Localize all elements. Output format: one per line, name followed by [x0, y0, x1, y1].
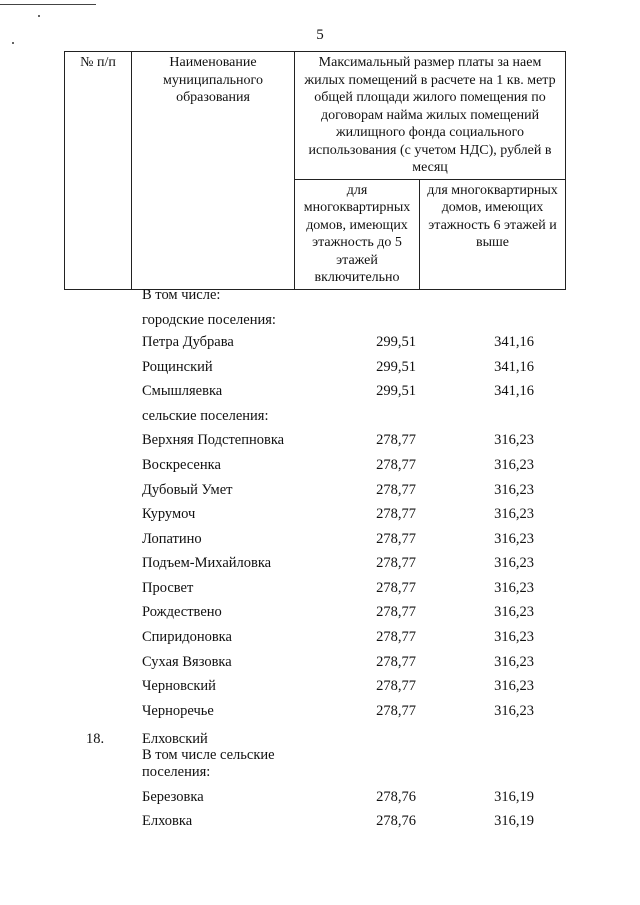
- value-up-to-5-floors: 278,77: [376, 703, 416, 719]
- row-name: Просвет: [142, 580, 194, 596]
- value-6-floors-and-above: 316,23: [494, 654, 534, 670]
- row-name: Подъем-Михайловка: [142, 555, 272, 571]
- value-up-to-5-floors: 278,77: [376, 629, 416, 645]
- table-header: [64, 51, 566, 290]
- row-name: Березовка: [142, 789, 204, 805]
- value-6-floors-and-above: 316,23: [494, 629, 534, 645]
- table-row: [0, 331, 640, 353]
- row-name: В том числе:: [142, 287, 221, 303]
- header-municipality: Наименование муниципального образования: [132, 52, 295, 290]
- value-up-to-5-floors: 278,77: [376, 580, 416, 596]
- table-row: [0, 454, 640, 476]
- value-6-floors-and-above: 316,19: [494, 789, 534, 805]
- row-name: Рождествено: [142, 604, 222, 620]
- table-row: [0, 405, 640, 427]
- row-name: Черновский: [142, 678, 216, 694]
- value-6-floors-and-above: 341,16: [494, 359, 534, 375]
- value-6-floors-and-above: 341,16: [494, 383, 534, 399]
- subheading-rural-settlements: В том числе сельские поселения:: [142, 747, 275, 780]
- scan-speck: [38, 15, 40, 17]
- header-6-floors-and-above: для многоквартирных домов, имеющих этажность 6 этажей и выше: [420, 179, 566, 289]
- value-up-to-5-floors: 278,77: [376, 506, 416, 522]
- row-name: Курумоч: [142, 506, 196, 522]
- value-up-to-5-floors: 278,77: [376, 604, 416, 620]
- value-6-floors-and-above: 316,23: [494, 432, 534, 448]
- value-6-floors-and-above: 316,19: [494, 813, 534, 829]
- value-6-floors-and-above: 316,23: [494, 703, 534, 719]
- table-row: [0, 429, 640, 451]
- row-name: городские поселения:: [142, 312, 276, 328]
- value-6-floors-and-above: 316,23: [494, 678, 534, 694]
- table-row: [0, 528, 640, 550]
- value-up-to-5-floors: 278,77: [376, 457, 416, 473]
- value-6-floors-and-above: 316,23: [494, 555, 534, 571]
- value-6-floors-and-above: 316,23: [494, 531, 534, 547]
- table-row: [0, 309, 640, 331]
- value-6-floors-and-above: 316,23: [494, 506, 534, 522]
- row-name: Елховский: [142, 731, 208, 747]
- row-name: Лопатино: [142, 531, 202, 547]
- table-row: [0, 700, 640, 722]
- table-row: [0, 552, 640, 574]
- row-name: Сухая Вязовка: [142, 654, 232, 670]
- table-row: [0, 479, 640, 501]
- value-6-floors-and-above: 316,23: [494, 604, 534, 620]
- row-name: Петра Дубрава: [142, 334, 234, 350]
- value-up-to-5-floors: 278,77: [376, 654, 416, 670]
- value-up-to-5-floors: 278,77: [376, 531, 416, 547]
- value-up-to-5-floors: 278,76: [376, 813, 416, 829]
- table-row: [0, 284, 640, 306]
- value-up-to-5-floors: 299,51: [376, 334, 416, 350]
- table-row: [0, 810, 640, 832]
- row-name: Воскресенка: [142, 457, 221, 473]
- page-number: 5: [316, 27, 324, 43]
- row-name: Дубовый Умет: [142, 482, 233, 498]
- table-row: [0, 651, 640, 673]
- value-up-to-5-floors: 278,77: [376, 555, 416, 571]
- table-row: [0, 626, 640, 648]
- value-up-to-5-floors: 278,77: [376, 482, 416, 498]
- header-up-to-5-floors: для многоквартирных домов, имеющих этажность до 5 этажей включительно: [295, 179, 420, 289]
- value-6-floors-and-above: 316,23: [494, 482, 534, 498]
- value-up-to-5-floors: 299,51: [376, 359, 416, 375]
- table-row: [0, 675, 640, 697]
- table-row: [0, 601, 640, 623]
- table-row: [0, 503, 640, 525]
- header-number: № п/п: [65, 52, 132, 290]
- value-6-floors-and-above: 316,23: [494, 580, 534, 596]
- row-name: Спиридоновка: [142, 629, 232, 645]
- value-up-to-5-floors: 278,77: [376, 432, 416, 448]
- value-6-floors-and-above: 316,23: [494, 457, 534, 473]
- table-row: [0, 728, 640, 750]
- header-max-fee: Максимальный размер платы за наем жилых помещений в расчете на 1 кв. метр общей площади жилого помещения по договорам найма жилых помещений жилищного фонда социального использования (с учетом НДС), рублей в месяц: [295, 52, 566, 180]
- row-name: Рощинский: [142, 359, 213, 375]
- row-name: Смышляевка: [142, 383, 223, 399]
- table-row: [0, 380, 640, 402]
- scan-corner-mark: [0, 4, 96, 5]
- table-row: [0, 786, 640, 808]
- value-6-floors-and-above: 341,16: [494, 334, 534, 350]
- row-name: Верхняя Подстепновка: [142, 432, 285, 448]
- row-name: Черноречье: [142, 703, 214, 719]
- value-up-to-5-floors: 299,51: [376, 383, 416, 399]
- table-row: [0, 577, 640, 599]
- value-up-to-5-floors: 278,76: [376, 789, 416, 805]
- row-number: 18.: [86, 731, 105, 747]
- table-row: [0, 356, 640, 378]
- value-up-to-5-floors: 278,77: [376, 678, 416, 694]
- row-name: сельские поселения:: [142, 408, 269, 424]
- row-name: Елховка: [142, 813, 193, 829]
